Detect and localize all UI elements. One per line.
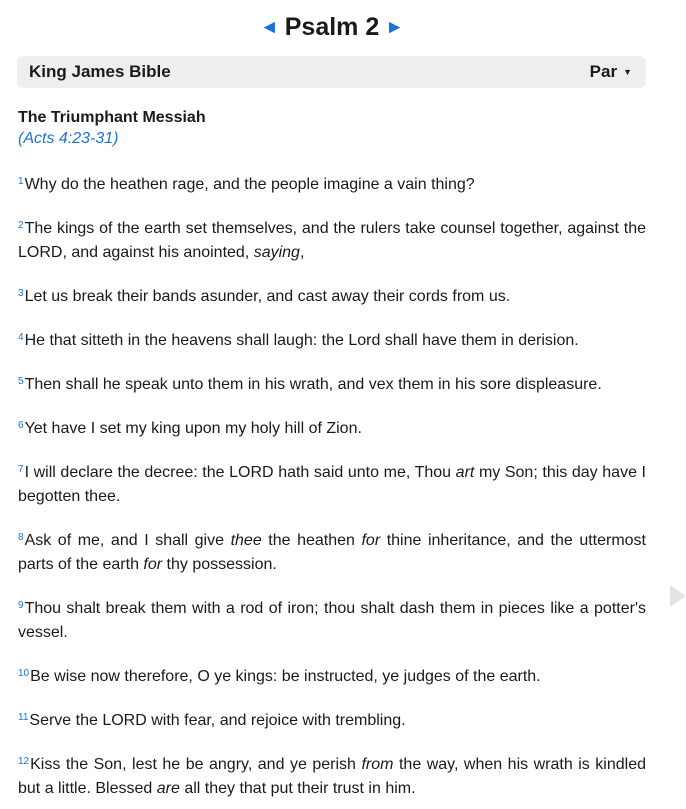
verse-text: Yet have I set my king upon my holy hill of Zion. xyxy=(24,420,362,437)
verse xyxy=(18,458,646,509)
verse-text: thine inheritance, and the uttermost parts of the earth xyxy=(18,532,647,573)
next-chapter-icon[interactable]: ► xyxy=(385,17,405,38)
page-title: Psalm 2 xyxy=(284,13,380,41)
parallel-label: Par xyxy=(589,62,618,81)
verse xyxy=(18,526,646,577)
verse xyxy=(18,706,646,733)
chapter-content xyxy=(18,108,646,801)
verse xyxy=(18,594,646,645)
section-heading: The Triumphant Messiah xyxy=(18,109,206,126)
verse-text: Why do the heathen rage, and the people imagine a vain thing? xyxy=(24,176,475,193)
verse-text: Be wise now therefore, O ye kings: be instructed, ye judges of the earth. xyxy=(30,668,541,685)
verse-text: Ask of me, and I shall give xyxy=(24,532,231,549)
verse-number[interactable]: 4 xyxy=(18,332,24,343)
verse-italic-text: for xyxy=(143,556,163,573)
verse-italic-text: saying xyxy=(253,244,300,261)
next-page-arrow-icon[interactable] xyxy=(670,585,686,607)
verse-italic-text: from xyxy=(361,756,394,773)
verse-number[interactable]: 6 xyxy=(18,420,24,431)
verse-text: all they that put their trust in him. xyxy=(179,780,416,797)
cross-reference-link[interactable]: (Acts 4:23-31) xyxy=(18,130,119,147)
verse-text: , xyxy=(299,244,305,261)
verse-number[interactable]: 12 xyxy=(18,756,30,767)
parallel-dropdown-button[interactable] xyxy=(590,62,632,82)
verse xyxy=(18,282,646,309)
verse-number[interactable]: 11 xyxy=(18,712,29,723)
verse-text: my Son; this day have I begotten thee. xyxy=(18,464,647,505)
version-bar xyxy=(17,56,646,88)
verse-text: Kiss the Son, lest he be angry, and ye perish xyxy=(30,756,362,773)
verse-number[interactable]: 7 xyxy=(18,464,24,475)
verse-number[interactable]: 1 xyxy=(18,176,24,187)
verse-text: The kings of the earth set themselves, and the rulers take counsel together, against the LORD, and against his anointed, xyxy=(18,220,646,261)
verse xyxy=(18,214,646,265)
verse-number[interactable]: 9 xyxy=(18,600,24,611)
version-name[interactable]: King James Bible xyxy=(29,62,171,81)
verse-italic-text: for xyxy=(361,532,381,549)
verse-number[interactable]: 2 xyxy=(18,220,24,231)
verse-number[interactable]: 3 xyxy=(18,288,24,299)
verse-number[interactable]: 10 xyxy=(18,668,30,679)
verse-text: Thou shalt break them with a rod of iron; thou shalt dash them in pieces like a potter's vessel. xyxy=(18,600,646,641)
verse xyxy=(18,370,646,397)
verse-text: Serve the LORD with fear, and rejoice with trembling. xyxy=(29,712,406,729)
caret-down-icon: ▼ xyxy=(623,67,632,77)
verse-text: Then shall he speak unto them in his wrath, and vex them in his sore displeasure. xyxy=(24,376,602,393)
verse xyxy=(18,170,646,197)
verse-italic-text: thee xyxy=(230,532,262,549)
verse xyxy=(18,750,646,801)
verse-text: the heathen xyxy=(261,532,362,549)
previous-chapter-icon[interactable]: ◄ xyxy=(259,17,279,38)
verse-italic-text: art xyxy=(455,464,475,481)
chapter-title-row xyxy=(0,10,664,45)
verse xyxy=(18,662,646,689)
verse-text: thy possession. xyxy=(162,556,277,573)
verse-text: the way, when his wrath is kindled but a little. Blessed xyxy=(18,756,647,797)
verse-number[interactable]: 5 xyxy=(18,376,24,387)
verse-number[interactable]: 8 xyxy=(18,532,24,543)
verse-text: He that sitteth in the heavens shall laugh: the Lord shall have them in derision. xyxy=(24,332,579,349)
verse-text: Let us break their bands asunder, and cast away their cords from us. xyxy=(24,288,511,305)
verse-italic-text: are xyxy=(156,780,180,797)
verse-text: I will declare the decree: the LORD hath said unto me, Thou xyxy=(24,464,456,481)
verse xyxy=(18,414,646,441)
verse xyxy=(18,326,646,353)
